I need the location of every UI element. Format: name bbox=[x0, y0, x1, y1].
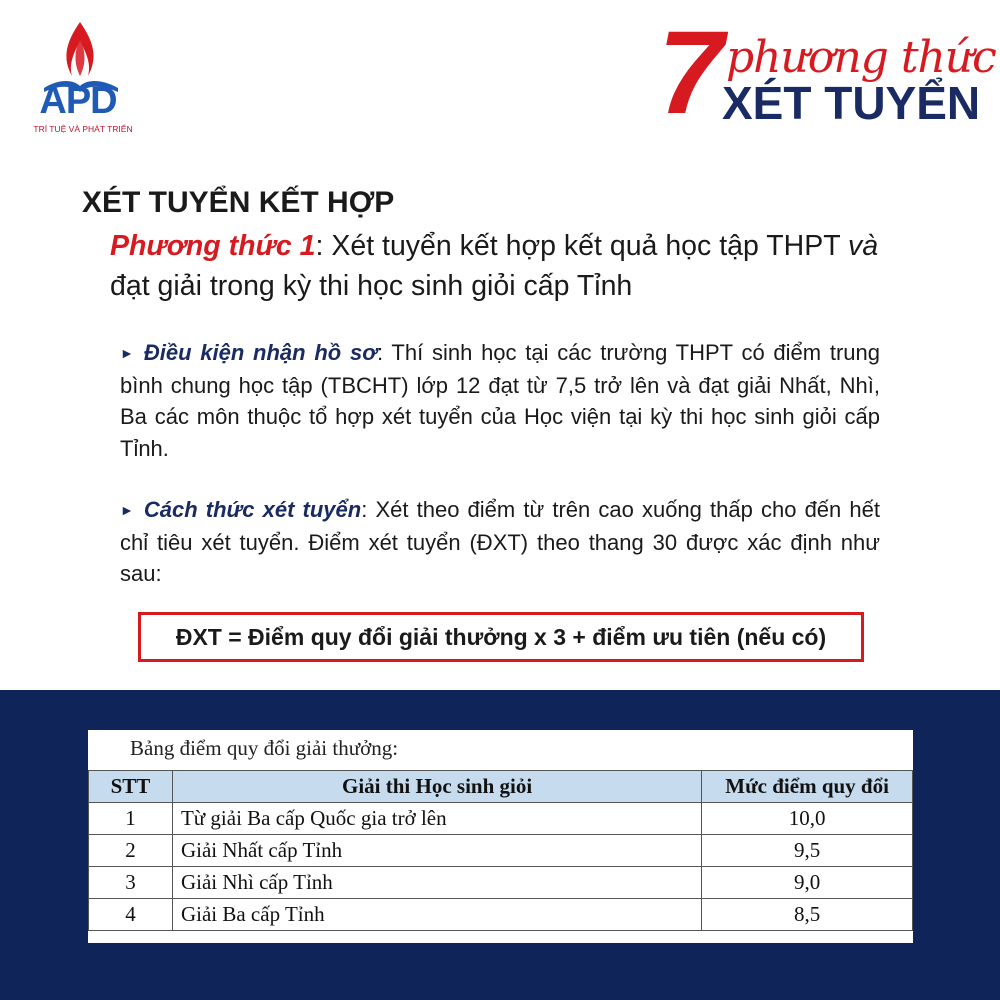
header-cell: Mức điểm quy đổi bbox=[702, 771, 913, 803]
formula-box: ĐXT = Điểm quy đổi giải thưởng x 3 + điểm ưu tiên (nếu có) bbox=[138, 612, 864, 662]
cell-stt: 4 bbox=[89, 899, 173, 931]
bullet-eligibility bbox=[120, 337, 880, 464]
header-cell: Giải thi Học sinh giỏi bbox=[172, 771, 701, 803]
table-row bbox=[89, 835, 913, 867]
method-text-a: : Xét tuyển kết hợp kết quả học tập THPT bbox=[315, 230, 849, 262]
cell-score: 8,5 bbox=[702, 899, 913, 931]
bullet-term: Điều kiện nhận hồ sơ bbox=[143, 340, 377, 365]
cell-award: Từ giải Ba cấp Quốc gia trở lên bbox=[172, 803, 701, 835]
table-row bbox=[89, 867, 913, 899]
score-conversion-table bbox=[88, 770, 913, 931]
cell-stt: 2 bbox=[89, 835, 173, 867]
method-description bbox=[110, 226, 910, 306]
table-header-row bbox=[89, 771, 913, 803]
triangle-bullet-icon: ► bbox=[120, 502, 134, 518]
apd-logo bbox=[28, 18, 138, 142]
cell-score: 9,5 bbox=[702, 835, 913, 867]
header-script-text: phương thức bbox=[726, 32, 996, 83]
method-text-italic: và bbox=[848, 230, 879, 262]
cell-award: Giải Nhất cấp Tỉnh bbox=[172, 835, 701, 867]
cell-stt: 1 bbox=[89, 803, 173, 835]
cell-stt: 3 bbox=[89, 867, 173, 899]
score-table-panel bbox=[88, 730, 913, 943]
logo-tagline: TRÍ TUỆ VÀ PHÁT TRIỂN bbox=[33, 124, 133, 134]
logo-wordmark: APD bbox=[39, 80, 117, 122]
cell-award: Giải Nhì cấp Tỉnh bbox=[172, 867, 701, 899]
bullet-term: Cách thức xét tuyển bbox=[143, 497, 362, 522]
section-title: XÉT TUYỂN KẾT HỢP bbox=[82, 186, 395, 219]
method-label: Phương thức 1 bbox=[110, 230, 316, 262]
table-row bbox=[89, 803, 913, 835]
table-caption: Bảng điểm quy đổi giải thưởng: bbox=[130, 736, 399, 760]
bullet-text: : Thí sinh học tại các trường THPT có điểm trung bình chung học tập (TBCHT) lớp 12 đạt từ 7,5 trở lên và đạt giải Nhất, Nhì, Ba các môn thuộc tổ hợp xét tuyển của Học viện tại kỳ thi học sinh giỏi cấp Tỉnh. bbox=[120, 340, 880, 461]
table-row bbox=[89, 899, 913, 931]
cell-score: 10,0 bbox=[702, 803, 913, 835]
bullet-method bbox=[120, 494, 880, 590]
cell-score: 9,0 bbox=[702, 867, 913, 899]
method-text-b: đạt giải trong kỳ thi học sinh giỏi cấp Tỉnh bbox=[110, 270, 633, 302]
bullet-text: : Xét theo điểm từ trên cao xuống thấp cho đến hết chỉ tiêu xét tuyển. Điểm xét tuyển (ĐXT) theo thang 30 được xác định như sau: bbox=[120, 497, 880, 586]
header-cell: STT bbox=[89, 771, 173, 803]
header-main-text: XÉT TUYỂN bbox=[722, 77, 981, 129]
header-number: 7 bbox=[658, 7, 724, 139]
triangle-bullet-icon: ► bbox=[120, 345, 134, 361]
cell-award: Giải Ba cấp Tỉnh bbox=[172, 899, 701, 931]
